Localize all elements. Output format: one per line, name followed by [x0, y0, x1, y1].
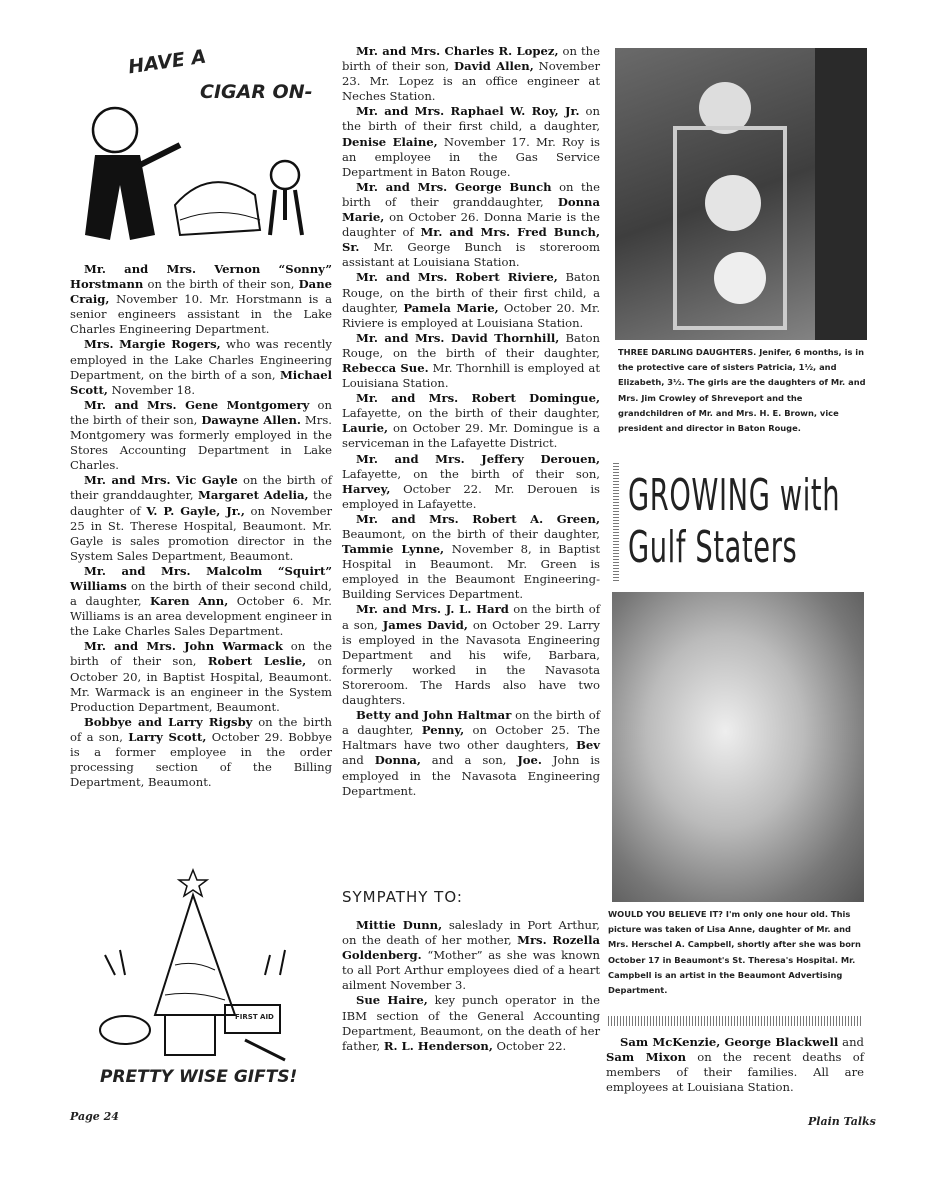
name-text: Betty and John Haltmar — [356, 708, 512, 723]
name-text: Pamela Marie, — [403, 300, 499, 315]
announcement-paragraph — [70, 564, 332, 639]
name-text: Denise Elaine, — [342, 134, 438, 149]
name-text: Sam Mixon — [606, 1050, 687, 1065]
caption-text: I'm only one hour old. This picture was taken of Lisa Anne, daughter of Mr. and Mrs. Herschel A. Campbell, shortly after she was born October 17 in Beaumont's St. Theresa's Hospital. Mr. Campbell is an artist in the Beaumont Advertising Department. — [608, 909, 861, 996]
body-text: Mr. Thornhill is employed at Louisiana Station. — [342, 360, 600, 391]
body-text: on the birth of their second child, a daughter, — [70, 578, 332, 609]
name-text: Mr. and Mrs. Jeffery Derouen, — [356, 451, 600, 466]
sympathy-column-3 — [606, 1035, 864, 1095]
name-text: Mr. and Mrs. David Thornhill, — [356, 330, 560, 345]
body-text: Baton Rouge, on the birth of their daughter, — [342, 330, 600, 360]
name-text: Sam McKenzie, George Blackwell — [620, 1035, 839, 1049]
body-text: November 18. — [107, 382, 196, 397]
body-text: on the birth of a son, — [70, 714, 332, 744]
announcement-paragraph — [70, 262, 332, 337]
body-text: and — [838, 1035, 864, 1049]
sympathy-heading: SYMPATHY TO: — [342, 888, 463, 906]
body-text: November 10. Mr. Horstmann is a senior engineers assistant in the Lake Charles Engineering Department. — [70, 292, 332, 337]
name-text: Mr. and Mrs. Robert Riviere, — [356, 270, 558, 285]
body-text: and — [342, 753, 375, 768]
stroller-children-illustration — [615, 48, 867, 340]
announcement-paragraph — [342, 452, 600, 512]
name-text: Laurie, — [342, 421, 389, 436]
body-text: on the birth of their son, — [70, 397, 333, 427]
name-text: Mr. and Mrs. Robert A. Green, — [356, 511, 600, 526]
name-text: Mr. and Mrs. Malcolm “Squirt” Williams — [70, 563, 332, 593]
name-text: Joe. — [517, 753, 542, 768]
body-text: on the birth of their son, — [70, 639, 332, 669]
first-aid-label: FIRST AID — [235, 1013, 274, 1021]
body-text: on October 26. Donna Marie is the daughter of — [342, 210, 600, 240]
name-text: Margaret Adelia, — [198, 488, 309, 503]
body-text: Lafayette, on the birth of their son, — [342, 466, 600, 481]
newborn-photo — [612, 592, 864, 902]
body-text: on October 25. The Haltmars have two other daughters, — [342, 723, 600, 753]
page-number: Page 24 — [70, 1110, 119, 1123]
newborn-caption — [608, 907, 866, 998]
body-text: the daughter of — [70, 488, 332, 518]
announcement-paragraph — [342, 602, 600, 708]
name-text: Donna, — [374, 753, 421, 768]
announcement-paragraph — [342, 512, 600, 603]
body-text: October 22. — [492, 1038, 567, 1053]
name-text: Mr. and Mrs. Vic Gayle — [84, 473, 238, 488]
body-text: October 22. Mr. Derouen is employed in Lafayette. — [342, 481, 600, 511]
name-text: David Allen, — [454, 59, 534, 74]
body-text: on the birth of their granddaughter, — [70, 473, 332, 503]
body-text: Mr. George Bunch is storeroom assistant at Louisiana Station. — [342, 240, 600, 270]
announcement-paragraph — [342, 104, 600, 179]
announcement-paragraph — [70, 639, 332, 714]
announcement-paragraph — [342, 44, 600, 104]
name-text: Mr. and Mrs. Raphael W. Roy, Jr. — [356, 104, 580, 119]
caption-text: Jenifer, 6 months, is in the protective care of sisters Patricia, 1½, and Elizabeth, 3½. The girls are the daughters of Mr. and Mrs. Jim Crowley of Shreveport and the grandchildren of Mr. and Mrs. H. E. Brown, vice president and director in Baton Rouge. — [618, 347, 866, 434]
caption-lead: WOULD YOU BELIEVE IT? — [608, 909, 723, 919]
body-text: November 8, in Baptist Hospital in Beaumont. Mr. Green is employed in the Beaumont Engineering-Building Services Department. — [342, 542, 600, 602]
name-text: Dawayne Allen. — [201, 412, 301, 427]
name-text: Mr. and Mrs. Vernon “Sonny” Horstmann — [70, 262, 332, 292]
body-text: on the birth of their son, — [342, 44, 600, 74]
body-text: on October 29. Mr. Domingue is a serviceman in the Lafayette District. — [342, 421, 600, 451]
body-text: on November 25 in St. Therese Hospital, Beaumont. Mr. Gayle is sales promotion director in the System Sales Department, Beaumont. — [70, 503, 333, 563]
body-text: on the birth of their granddaughter, — [342, 179, 600, 209]
body-text: October 20. Mr. Riviere is employed at Louisiana Station. — [342, 300, 601, 330]
body-text: on the birth of a son, — [342, 602, 600, 632]
name-text: Harvey, — [342, 481, 391, 496]
father-baby-illustration — [70, 45, 335, 255]
body-text: October 6. Mr. Williams is an area development engineer in the Lake Charles Sales Department. — [70, 594, 332, 639]
body-text: saleslady in Port Arthur, on the death of her mother, — [342, 918, 600, 948]
name-text: James David, — [382, 617, 468, 632]
name-text: Mr. and Mrs. Charles R. Lopez, — [356, 44, 559, 58]
name-text: Mrs. Rozella Goldenberg. — [342, 933, 600, 963]
body-text: November 17. Mr. Roy is an employee in the Gas Service Department in Baton Rouge. — [342, 134, 601, 179]
section-title-line1: GROWING with — [628, 470, 841, 521]
name-text: Mittie Dunn, — [356, 918, 443, 932]
name-text: Mr. and Mrs. George Bunch — [356, 179, 552, 194]
christmas-tree-gifts-illustration — [85, 865, 325, 1065]
announcement-paragraph — [342, 331, 600, 391]
births-column-2 — [342, 44, 600, 799]
announcement-paragraph — [70, 473, 332, 564]
section-divider — [613, 463, 619, 583]
name-text: Mr. and Mrs. J. L. Hard — [356, 602, 509, 617]
body-text: on October 29. Larry is employed in the Navasota Engineering Department and his wife, Barbara, formerly worked in the Navasota Storeroom. The Hards also have two daughters. — [342, 617, 600, 708]
cartoon-title-line2: CIGAR ON- — [200, 81, 313, 103]
cartoon-title: PRETTY WISE GIFTS! — [100, 1067, 298, 1087]
name-text: Mrs. Margie Rogers, — [84, 337, 221, 352]
name-text: Donna Marie, — [342, 194, 600, 225]
announcement-paragraph — [342, 918, 600, 993]
announcement-paragraph — [606, 1035, 864, 1095]
name-text: Robert Leslie, — [207, 654, 307, 669]
publication-name: Plain Talks — [808, 1115, 876, 1128]
name-text: Karen Ann, — [150, 594, 229, 609]
name-text: Bev — [576, 738, 600, 753]
announcement-paragraph — [70, 398, 332, 473]
body-text: Beaumont, on the birth of their daughter, — [342, 527, 600, 541]
body-text: key punch operator in the IBM section of the General Accounting Department, Beaumont, on the death of her father, — [342, 993, 600, 1053]
announcement-paragraph — [70, 715, 332, 790]
body-text: on the birth of their son, — [143, 277, 299, 292]
name-text: Dane Craig, — [70, 277, 332, 307]
name-text: Mr. and Mrs. John Warmack — [84, 639, 283, 654]
body-text: October 29. Bobbye is a former employee in the order processing section of the Billing Department, Beaumont. — [70, 729, 332, 790]
name-text: Michael Scott, — [70, 367, 332, 397]
body-text: “Mother” as she was known to all Port Arthur employees died of a heart ailment November 3. — [342, 948, 600, 993]
name-text: Sue Haire, — [356, 993, 428, 1008]
announcement-paragraph — [70, 337, 332, 397]
births-column-1 — [70, 262, 332, 790]
cartoon-title-line1: HAVE A — [126, 45, 208, 79]
body-text: November 23. Mr. Lopez is an office engineer at Neches Station. — [342, 59, 600, 104]
sympathy-column-2 — [342, 918, 600, 1054]
announcement-paragraph — [342, 391, 600, 451]
name-text: Bobbye and Larry Rigsby — [84, 714, 253, 729]
divider-bar — [608, 1016, 863, 1026]
body-text: Mrs. Montgomery was formerly employed in the Stores Accounting Department in Lake Charles. — [70, 412, 332, 473]
body-text: on the birth of their first child, a daughter, — [342, 104, 600, 134]
body-text: and a son, — [420, 753, 518, 768]
body-text: who was recently employed in the Lake Charles Engineering Department, on the birth of a son, — [70, 337, 332, 382]
name-text: Mr. and Mrs. Robert Domingue, — [356, 391, 600, 406]
name-text: Larry Scott, — [128, 729, 207, 744]
body-text: on the birth of a daughter, — [342, 708, 600, 738]
announcement-paragraph — [342, 708, 600, 799]
name-text: Mr. and Mrs. Gene Montgomery — [84, 397, 310, 412]
three-daughters-caption — [618, 345, 870, 436]
name-text: Mr. and Mrs. Fred Bunch, Sr. — [342, 225, 600, 255]
name-text: Penny, — [421, 723, 465, 738]
announcement-paragraph — [342, 180, 600, 271]
body-text: Lafayette, on the birth of their daughter, — [342, 406, 600, 421]
three-daughters-photo — [615, 48, 867, 340]
cigar-cartoon — [70, 45, 335, 255]
name-text: Rebecca Sue. — [342, 360, 429, 375]
announcement-paragraph — [342, 270, 600, 330]
caption-lead: THREE DARLING DAUGHTERS. — [618, 347, 757, 357]
name-text: V. P. Gayle, Jr., — [146, 503, 245, 518]
section-title — [628, 470, 888, 574]
gifts-cartoon — [85, 865, 325, 1095]
name-text: Tammie Lynne, — [342, 542, 445, 557]
body-text: on October 20, in Baptist Hospital, Beaumont. Mr. Warmack is an engineer in the System Production Department, Beaumont. — [70, 654, 332, 714]
body-text: John is employed in the Navasota Engineering Department. — [342, 753, 600, 798]
section-title-line2: Gulf Staters — [628, 522, 798, 573]
body-text: Baton Rouge, on the birth of their first child, a daughter, — [342, 270, 600, 315]
body-text: on the recent deaths of members of their families. All are employees at Louisiana Station. — [606, 1050, 864, 1095]
name-text: R. L. Henderson, — [383, 1038, 493, 1053]
announcement-paragraph — [342, 993, 600, 1053]
